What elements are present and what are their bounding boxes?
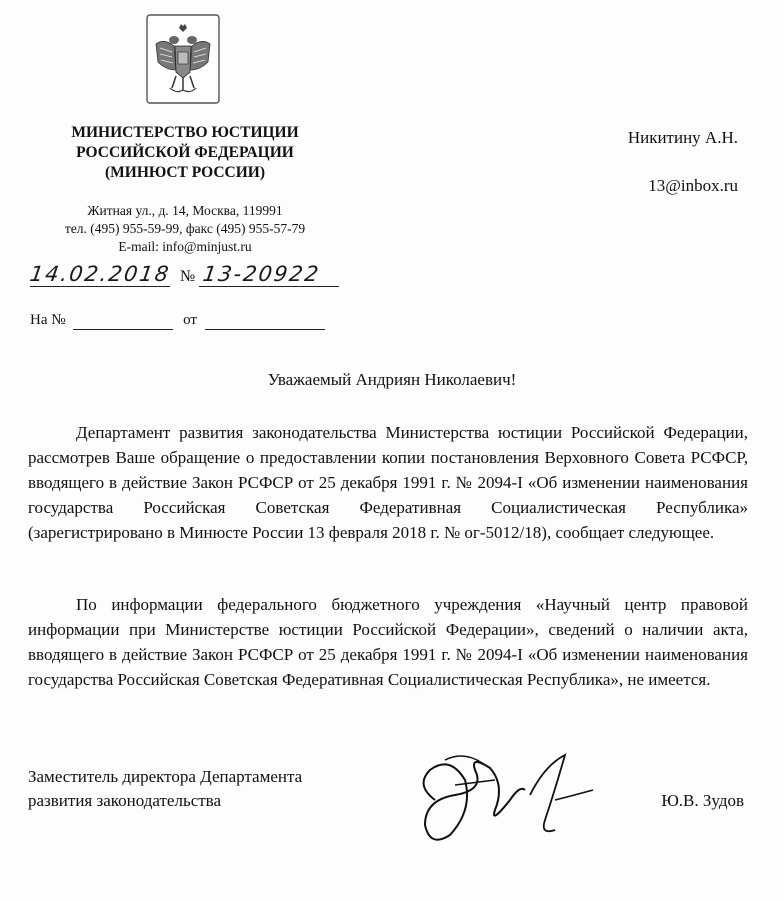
- outgoing-number-label: №: [180, 268, 196, 285]
- ministry-email: E-mail: info@minjust.ru: [118, 239, 252, 254]
- signatory-name: Ю.В. Зудов: [661, 791, 744, 810]
- ministry-phone: тел. (495) 955-59-99, факс (495) 955-57-79: [64, 221, 306, 236]
- signatory-position: [28, 765, 302, 813]
- reply-number-blank: [73, 312, 173, 330]
- signatory-position-line-1: Заместитель директора Департамента: [28, 767, 303, 786]
- reply-number-label: На №: [30, 312, 66, 328]
- reply-date-label: от: [183, 312, 197, 328]
- recipient-email: 13@inbox.ru: [648, 176, 738, 195]
- outgoing-date-field: [30, 262, 170, 287]
- outgoing-number-field: [199, 262, 339, 287]
- reply-date-blank: [205, 312, 325, 330]
- ministry-line-2: РОССИЙСКОЙ ФЕДЕРАЦИИ: [76, 144, 294, 161]
- coat-of-arms-emblem: [146, 14, 220, 104]
- signatory-position-line-2: развития законодательства: [28, 791, 222, 810]
- recipient-name: Никитину А.Н.: [627, 128, 738, 147]
- greeting: Уважаемый Андриян Николаевич!: [267, 370, 517, 389]
- ministry-line-1: МИНИСТЕРСТВО ЮСТИЦИИ: [71, 124, 299, 141]
- ministry-line-3: (МИНЮСТ РОССИИ): [104, 164, 266, 181]
- ministry-address: Житная ул., д. 14, Москва, 119991: [87, 203, 283, 218]
- outgoing-date: 14.02.2018: [28, 262, 172, 286]
- letter-paragraph-2: По информации федерального бюджетного учреждения «Научный центр правовой информации при Министерстве юстиции Российской Федерации», сведений о наличии акта, вводящего в действие Закон РСФСР от 25 декабря 1991 г. № 2094-I «Об изменении наименования государства Российская Советская Федеративная Социалистическая Республика», не имеется.: [28, 595, 748, 689]
- outgoing-registration: [30, 262, 340, 287]
- ministry-contacts: [40, 202, 330, 256]
- outgoing-number: 13-20922: [201, 262, 323, 286]
- letter-paragraph-1: Департамент развития законодательства Министерства юстиции Российской Федерации, рассмотрев Ваше обращение о предоставлении копии постановления Верховного Совета РСФСР, вводящего в действие Закон РСФСР от 25 декабря 1991 г. № 2094-I «Об изменении наименования государства Российская Советская Федеративная Социалистическая Республика» (зарегистрировано в Минюсте России 13 февраля 2018 г. № ог-5012/18), сообщает следующее.: [28, 423, 748, 542]
- reply-reference: [30, 312, 325, 330]
- handwritten-signature: [395, 740, 595, 850]
- ministry-name: [40, 123, 330, 183]
